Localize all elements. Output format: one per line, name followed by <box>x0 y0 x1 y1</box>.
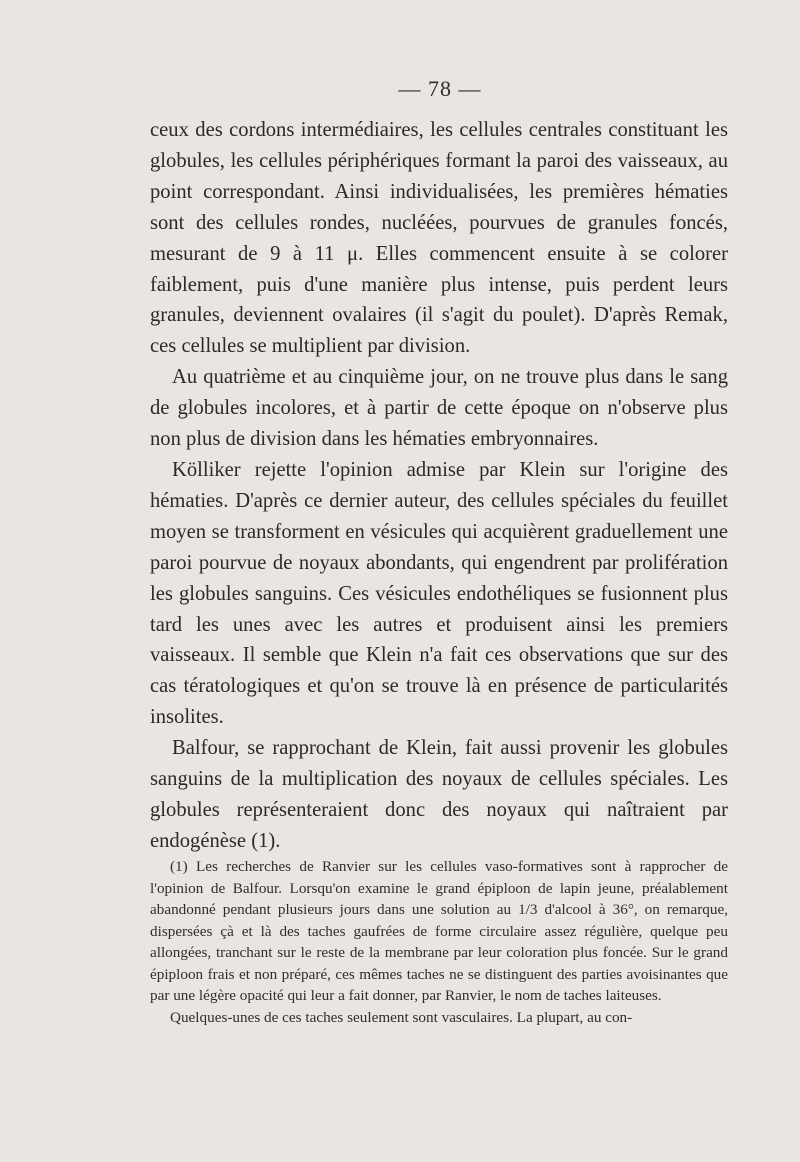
footnote-continuation: Quelques-unes de ces taches seulement sont vasculaires. La plupart, au con- <box>170 1008 633 1026</box>
paragraph-quatrieme-jour: Au quatrième et au cinquième jour, on ne trouve plus dans le sang de globules incolores, et à partir de cette époque on n'observe plus non plus de division dans les hématies embryonnaires. <box>150 366 728 451</box>
paragraph-balfour: Balfour, se rapprochant de Klein, fait aussi provenir les globules sanguins de la multiplication des noyaux de cellules spéciales. Les globules représenteraient donc des noyaux qui naîtraient par endogénèse (1). <box>150 737 728 852</box>
paragraph-kolliker: Kölliker rejette l'opinion admise par Klein sur l'origine des hématies. D'après ce dernier auteur, des cellules spéciales du feuillet moyen se transforment en vésicules qui acquièrent graduellement une paroi pourvue de noyaux abondants, qui engendrent par prolifération les globules sanguins. Ces vésicules endothéliques se fusionnent plus tard les unes avec les autres et produisent ainsi les premiers vaisseaux. Il semble que Klein n'a fait ces observations que sur des cas tératologiques et qu'on se trouve là en présence de particularités insolites. <box>150 458 728 729</box>
footnotes <box>150 856 728 1028</box>
paragraph-continuation: ceux des cordons intermédiaires, les cellules centrales constituant les globules, les cellules périphériques formant la paroi des vaisseaux, au point correspondant. Ainsi individualisées, les premières hématies sont des cellules rondes, nucléées, pourvues de granules foncés, mesurant de 9 à 11 μ. Elles commencent ensuite à se colorer faiblement, puis d'une manière plus intense, puis perdent leurs granules, deviennent ovalaires (il s'agit du poulet). D'après Remak, ces cellules se multiplient par division. <box>150 119 728 358</box>
footnote-1: (1) Les recherches de Ranvier sur les cellules vaso-formatives sont à rapprocher de l'opinion de Balfour. Lorsqu'on examine le grand épiploon de lapin jeune, préalablement abandonné pendant plusieurs jours dans une solution au 1/3 d'alcool à 36°, on remarque, dispersées çà et là des taches gaufrées de forme circulaire assez régulière, quelque peu allongées, tranchant sur le reste de la membrane par leur coloration plus foncée. Sur le grand épiploon frais et non préparé, ces mêmes taches ne se distinguent des parties avoisinantes que par une légère opacité qui leur a fait donner, par Ranvier, le nom de taches laiteuses. <box>150 858 728 1004</box>
main-text <box>150 115 728 857</box>
page-number: — 78 — <box>398 76 482 101</box>
